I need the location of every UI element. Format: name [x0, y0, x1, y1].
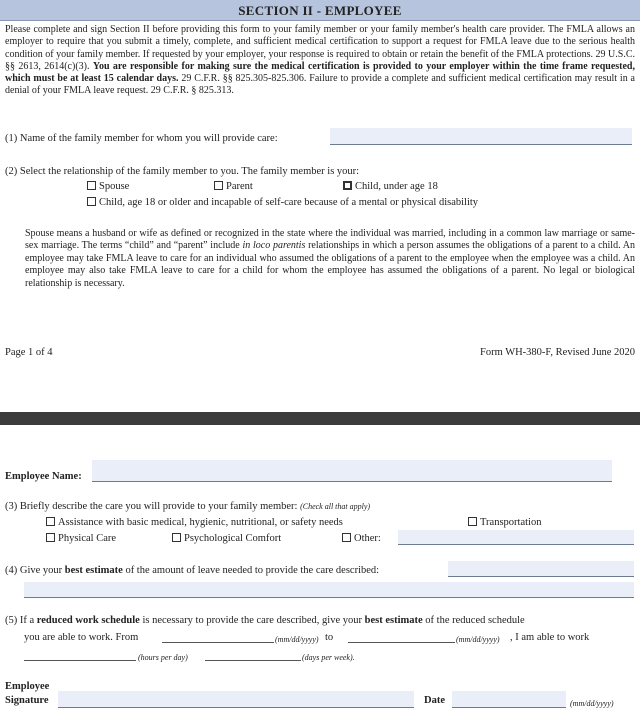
- q5-mid: is necessary to provide the care described, give your: [139, 615, 365, 626]
- leave-estimate-field-line2[interactable]: [24, 582, 634, 598]
- days-per-week-field[interactable]: [205, 649, 301, 661]
- date-hint-2: (mm/dd/yyyy): [456, 635, 500, 644]
- spouse-note-text-2: relationships in which a person assumes the obligations of a parent to a child. An employee may take FMLA leave to care for an individual who assumed the obligations of a parent to the employee when the employee was a child. An employee may also take FMLA leave to care for a child for whom the employee has assumed the obligations of a parent. No legal or biological relationship is necessary.: [25, 240, 635, 289]
- form-page-2: [0, 425, 640, 715]
- signature-label-line1: Employee: [5, 681, 50, 692]
- other-checkbox[interactable]: [342, 533, 351, 542]
- reduced-schedule-end-date-field[interactable]: [348, 631, 455, 643]
- other-description-field[interactable]: [398, 530, 634, 545]
- intro-bold-text: You are responsible for making sure the medical certification is provided to your employer within the time frame requested, which must be at least 15 calendar days.: [5, 60, 635, 85]
- child-18-older-checkbox[interactable]: [87, 197, 96, 206]
- physical-care-label: Physical Care: [58, 533, 117, 544]
- option-physical-care[interactable]: [46, 533, 116, 544]
- child-under-18-checkbox[interactable]: [343, 181, 352, 190]
- signature-date-hint: (mm/dd/yyyy): [570, 699, 614, 708]
- q5-pre: (5) If a: [5, 615, 37, 626]
- q4-label-post: of the amount of leave needed to provide the care described:: [122, 565, 380, 576]
- hours-hint: (hours per day): [138, 653, 188, 662]
- spouse-label: Spouse: [99, 181, 130, 192]
- q5-post: of the reduced schedule: [422, 615, 525, 626]
- page-break-divider: [0, 412, 640, 425]
- option-basic-needs[interactable]: [46, 517, 343, 528]
- q4-label-bold: best estimate: [64, 565, 123, 576]
- child-under-18-label: Child, under age 18: [355, 181, 438, 192]
- physical-care-checkbox[interactable]: [46, 533, 55, 542]
- to-label: to: [325, 632, 334, 643]
- psychological-comfort-label: Psychological Comfort: [184, 533, 282, 544]
- option-parent[interactable]: [214, 181, 253, 192]
- signature-date-field[interactable]: [452, 691, 566, 708]
- basic-needs-checkbox[interactable]: [46, 517, 55, 526]
- days-hint: (days per week).: [302, 653, 355, 662]
- spouse-checkbox[interactable]: [87, 181, 96, 190]
- form-number: Form WH-380-F, Revised June 2020: [480, 347, 635, 358]
- date-label: Date: [424, 695, 445, 706]
- q5-bold1: reduced work schedule: [36, 615, 140, 626]
- employee-signature-field[interactable]: [58, 691, 414, 708]
- q2-label: (2) Select the relationship of the family member to you. The family member is your:: [5, 166, 360, 177]
- family-member-name-field[interactable]: [330, 128, 632, 145]
- child-18-older-label: Child, age 18 or older and incapable of self-care because of a mental or physical disability: [99, 197, 479, 208]
- q5-line2-label: you are able to work. From: [24, 632, 139, 643]
- other-label: Other:: [354, 533, 381, 544]
- spouse-definition-note: [25, 228, 635, 290]
- q4-label: [5, 565, 379, 576]
- section-title: SECTION II - EMPLOYEE: [0, 0, 640, 21]
- q5-bold2: best estimate: [364, 615, 423, 626]
- able-to-work-label: , I am able to work: [510, 632, 590, 643]
- date-hint-1: (mm/dd/yyyy): [275, 635, 319, 644]
- employee-name-label: Employee Name:: [5, 471, 82, 482]
- q5-label: [5, 615, 525, 626]
- option-child-18-older[interactable]: [87, 197, 478, 208]
- option-child-under-18[interactable]: [343, 181, 438, 192]
- option-transportation[interactable]: [468, 517, 541, 528]
- option-spouse[interactable]: [87, 181, 129, 192]
- intro-text: Please complete and sign Section II before providing this form to your family member or your family member's health care provider. The FMLA allows an employer to require that you submit a timely, complete, and sufficient medical certification to support a request for FMLA leave due to the serious health condition of your family member. If requested by your employer, your response is required to obtain or retain the benefit of the FMLA protections. 29 U.S.C. §§ 2613, 2614(c)(3).: [5, 24, 635, 72]
- q3-label-text: (3) Briefly describe the care you will provide to your family member:: [5, 501, 298, 512]
- intro-paragraph: [5, 24, 635, 98]
- employee-name-field[interactable]: [92, 460, 612, 482]
- transportation-checkbox[interactable]: [468, 517, 477, 526]
- q1-label: (1) Name of the family member for whom you will provide care:: [5, 133, 278, 144]
- leave-estimate-field[interactable]: [448, 561, 634, 577]
- parent-label: Parent: [226, 181, 253, 192]
- q3-label: [5, 501, 370, 512]
- basic-needs-label: Assistance with basic medical, hygienic, nutritional, or safety needs: [58, 517, 343, 528]
- q3-hint: (Check all that apply): [300, 502, 371, 511]
- signature-label-line2: Signature: [5, 695, 49, 706]
- transportation-label: Transportation: [480, 517, 542, 528]
- page-number: Page 1 of 4: [5, 347, 53, 358]
- psychological-comfort-checkbox[interactable]: [172, 533, 181, 542]
- hours-per-day-field[interactable]: [24, 649, 136, 661]
- option-other[interactable]: [342, 533, 381, 544]
- parent-checkbox[interactable]: [214, 181, 223, 190]
- intro-tail-text: 29 C.F.R. §§ 825.305-825.306. Failure to provide a complete and sufficient medical certification may result in a denial of your FMLA leave request. 29 C.F.R. § 825.313.: [5, 73, 635, 97]
- reduced-schedule-start-date-field[interactable]: [162, 631, 274, 643]
- spouse-note-italic: in loco parentis: [242, 240, 306, 252]
- spouse-note-text: Spouse means a husband or wife as defined or recognized in the state where the individual was married, including in a common law marriage or same-sex marriage. The terms “child” and “parent” include: [25, 228, 635, 252]
- q4-label-pre: (4) Give your: [5, 565, 65, 576]
- option-psychological-comfort[interactable]: [172, 533, 281, 544]
